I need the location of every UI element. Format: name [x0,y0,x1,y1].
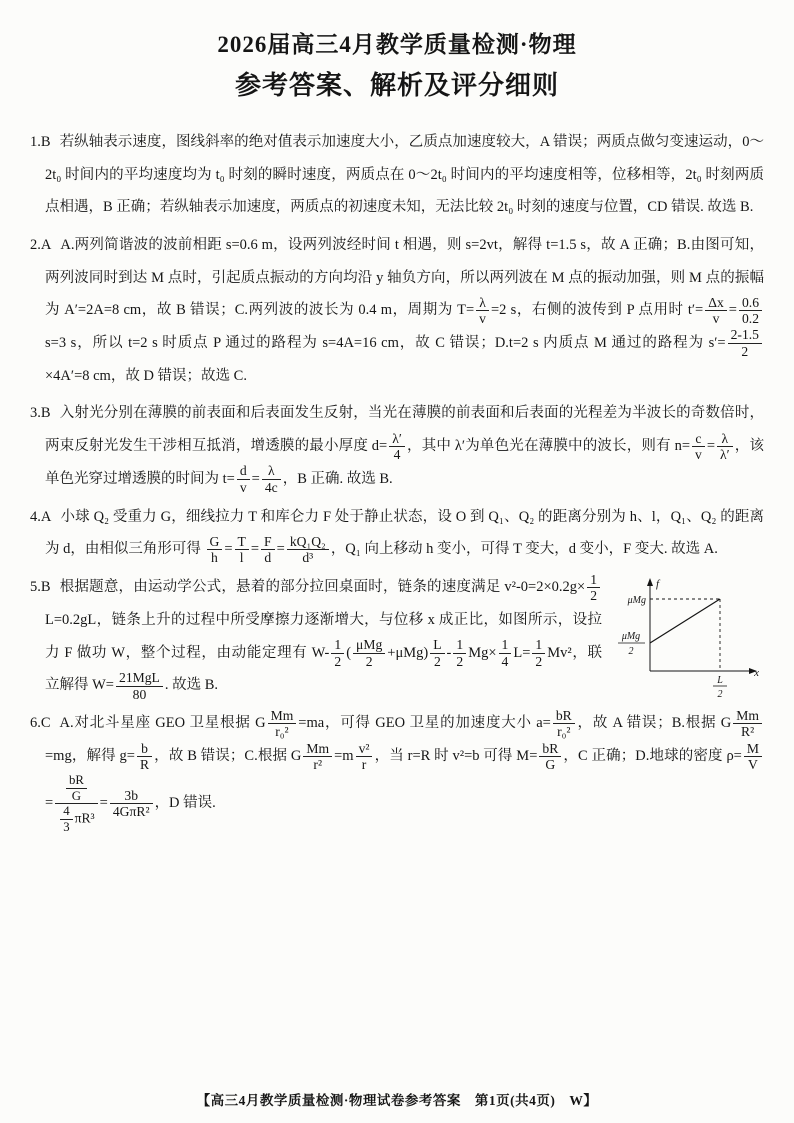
fraction: $\frac{b}{R}$ [137,741,152,773]
fraction: $\frac{bR}{\text{r₀²}}$ [553,708,575,740]
answer-text: 根据题意，由运动学公式，悬着的部分拉回桌面时，链条的速度满足 v²-0=2×0.2g× $\frac{1}{2}$ L=0.2gL，链条上升的过程中所受摩擦力逐渐增大，与位移 x 成正比，如图所示，设拉力 F 做功 W，整个过程，由动能定理有 W- $\frac{1}{2}$ ( $\frac{\text{μMg}}{2}$ +μMg) $\frac{L}{2}$ - $\frac{1}{2}$ Mg× $\frac{1}{4}$ L= $\frac{1}{2}$ Mv²，联立解得 W= $\frac{\text{21MgL}}{80}$ . 故选 B. [45,571,602,702]
fraction: $\frac{\lambda}{\lambda'}$ [717,431,733,463]
fraction: $\frac{L}{2}$ [430,637,444,669]
fraction: $\frac{\text{v²}}{r}$ [356,741,373,773]
document-title: 2026届高三4月教学质量检测·物理 [217,32,577,57]
answer-text: 小球 Q₂ 受重力 G，细线拉力 T 和库仑力 F 处于静止状态，设 O 到 Q₁、Q₂ 的距离分别为 h、l，Q₁、Q₂ 的距离为 d，由相似三角形可得 $\frac{G}{h}$ = $\frac{T}{l}$ = $\frac{F}{d}$ = $\frac{\text{kQ₁Q₂}}{\text{d³}}$ ，Q₁ 向上移动 h 变小，可得 T 变大，d 变小，F 变大. 故选 A. [45,508,764,566]
answer-item [30,397,764,495]
answer-number: 3.B [30,405,51,422]
figure-y-label: f [656,578,660,591]
answer-number: 4.A [30,508,52,525]
graph-line [650,599,720,643]
answer-text: 入射光分别在薄膜的前表面和后表面发生反射，当光在薄膜的前表面和后表面的光程差为半波长的奇数倍时，两束反射光发生干涉相互抵消，增透膜的最小厚度 d= $\frac{\lambda'}{4}$ ，其中 λ′为单色光在薄膜中的波长，则有 n= $\frac{c}{v}$ = $\frac{\lambda}{\lambda'}$ ，该单色光穿过增透膜的时间为 t= $\frac{d}{v}$ = $\frac{\lambda}{4c}$ ，B 正确. 故选 B. [45,405,764,496]
document-header [30,26,764,102]
fraction: $\frac{G}{h}$ [207,534,223,566]
answer-item [30,229,764,393]
answers-list [30,126,764,840]
answer-number: 2.A [30,236,52,253]
friction-position-graph [614,573,764,701]
fraction: $\frac{\text{μMg}}{2}$ [353,637,385,669]
page-footer-text: 【高三4月教学质量检测·物理试卷参考答案 第1页(共4页) W】 [196,1093,598,1108]
fraction: $\frac{1}{2}$ [331,637,344,669]
fraction: $\frac{bR}{G}$ [539,741,561,773]
fraction: $\frac{bR}{G}$ [66,773,87,803]
answer-item [30,707,764,835]
fraction: $\frac{1}{2}$ [587,572,600,604]
answer-item [30,501,764,566]
answer-item [30,126,764,224]
answer-number: 1.B [30,134,51,150]
page-footer-bar [30,1071,764,1109]
fraction: $\frac{2-1.5}{2}$ [728,327,762,359]
fraction: $\frac{1}{2}$ [532,637,545,669]
figure-x-label: x [754,667,759,680]
figure-upper-tick-label: μMg [627,595,646,607]
figure-x-frac-den: 2 [717,689,723,701]
answer-item [30,571,764,702]
fraction: $\frac{Mm}{\text{R²}}$ [733,708,762,740]
figure-wrap [614,573,764,701]
fraction: $\frac{1}{2}$ [453,637,466,669]
fraction: $\frac{\Delta x}{v}$ [705,295,727,327]
fraction: $\frac{c}{v}$ [692,431,705,463]
answer-text: A.两列简谐波的波前相距 s=0.6 m，设两列波经时间 t 相遇，则 s=2vt，解得 t=1.5 s，故 A 正确；B.由图可知，两列波同时到达 M 点时，引起质点振动的方向均沿 y 轴负方向，所以两列波在 M 点的振动加强，则 M 点的振幅为 A′=2A=8 cm，故 B 错误；C.两列波的波长为 0.4 m，周期为 T= $\frac{\lambda}{v}$ =2 s，右侧的波传到 P 点用时 t′= $\frac{\Delta x}{v}$ = $\frac{0.6}{0.2}$ s=3 s，所以 t=2 s 时质点 P 通过的路程为 s=4A=16 cm，故 C 错误；D.t=2 s 内质点 M 通过的路程为 s′= $\frac{2-1.5}{2}$ ×4A′=8 cm，故 D 错误；故选 C. [45,236,764,384]
fraction: $\frac{4}{3}$ [60,804,72,834]
answer-number: 6.C [30,715,51,732]
figure-mid-frac-den: 2 [628,646,634,658]
figure-mid-frac-num: μMg [621,631,641,643]
y-axis-arrow [647,578,653,586]
fraction: $\frac{3b}{\text{4GπR²}}$ [110,788,153,820]
answer-number: 5.B [30,579,51,596]
fraction: $\frac{\lambda}{4c}$ [262,463,281,495]
figure-x-frac-num: L [717,675,723,687]
answer-text: A.对北斗星座 GEO 卫星根据 G $\frac{Mm}{\text{r₀²}}$ =ma，可得 GEO 卫星的加速度大小 a= $\frac{bR}{\text{r₀²}}$ ，故 A 错误；B.根据 G $\frac{Mm}{\text{R²}}$ =mg，解得 g= $\frac{b}{R}$ ，故 B 错误；C.根据 G $\frac{Mm}{\text{r²}}$ =m $\frac{\text{v²}}{r}$ ，当 r=R 时 v²=b 可得 M= $\frac{bR}{G}$ ，C 正确；D.地球的密度 ρ= $\frac{M}{V}$ = $\frac{bR}{G}$ $\frac{4}{3}$ πR³ = $\frac{3b}{\text{4GπR²}}$ ，D 错误. [45,715,764,811]
fraction: $\frac{Mm}{\text{r²}}$ [303,741,332,773]
fraction: $\frac{F}{d}$ [261,534,275,566]
fraction: $\frac{\text{21MgL}}{80}$ [116,670,163,702]
fraction: $\frac{Mm}{\text{r₀²}}$ [268,708,297,740]
answer-text: 若纵轴表示速度，图线斜率的绝对值表示加速度大小，乙质点加速度较大，A 错误；两质点做匀变速运动，0～2t₀ 时间内的平均速度均为 t₀ 时刻的瞬时速度，两质点在 0～2t₀ 时间内的平均速度相等，位移相等，2t₀ 时刻两质点相遇，B 正确；若纵轴表示加速度，两质点的初速度未知，无法比较 2t₀ 时刻的速度与位置，CD 错误. 故选 B. [45,134,764,216]
fraction: $\frac{1}{4}$ [499,637,512,669]
fraction: $\frac{bR}{G}$ $\frac{4}{3}$ πR³ [55,773,97,835]
fraction: $\frac{T}{l}$ [235,534,249,566]
fraction: $\frac{d}{v}$ [237,463,250,495]
fraction: $\frac{0.6}{0.2}$ [739,295,762,327]
fraction: $\frac{M}{V}$ [744,741,762,773]
fraction: $\frac{\text{kQ₁Q₂}}{\text{d³}}$ [287,534,329,566]
fraction: $\frac{\lambda}{v}$ [476,295,489,327]
fraction: $\frac{\lambda'}{4}$ [389,431,405,463]
document-subtitle: 参考答案、解析及评分细则 [234,71,559,100]
